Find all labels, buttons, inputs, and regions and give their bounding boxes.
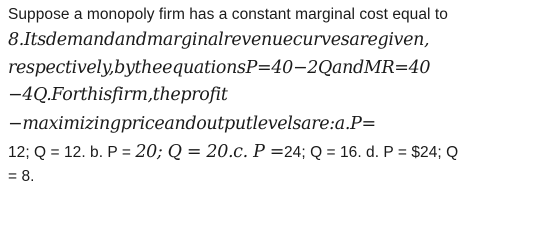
question-line-5: −maximizingpriceandoutputlevelsare:a.P=: [8, 114, 376, 134]
question-line-7: = 8.: [8, 168, 35, 185]
question-line-3: respectively,bytheequationsP=40−2QandMR=40: [8, 58, 431, 78]
question-line-6-part-b: 20; Q = 20.c. P =: [135, 142, 285, 162]
question-line-6-part-c: 24; Q = 16. d. P = $24; Q: [284, 144, 459, 161]
question-line-2: 8.Itsdemandandmarginalrevenuecurvesaregiven,: [8, 30, 430, 50]
question-line-1: Suppose a monopoly firm has a constant marginal cost equal to: [8, 6, 448, 23]
question-line-6: [8, 142, 458, 162]
question-line-6-part-a: 12; Q = 12. b. P =: [8, 144, 136, 161]
question-line-4: −4Q.Forthisfirm,theprofit: [8, 85, 228, 105]
